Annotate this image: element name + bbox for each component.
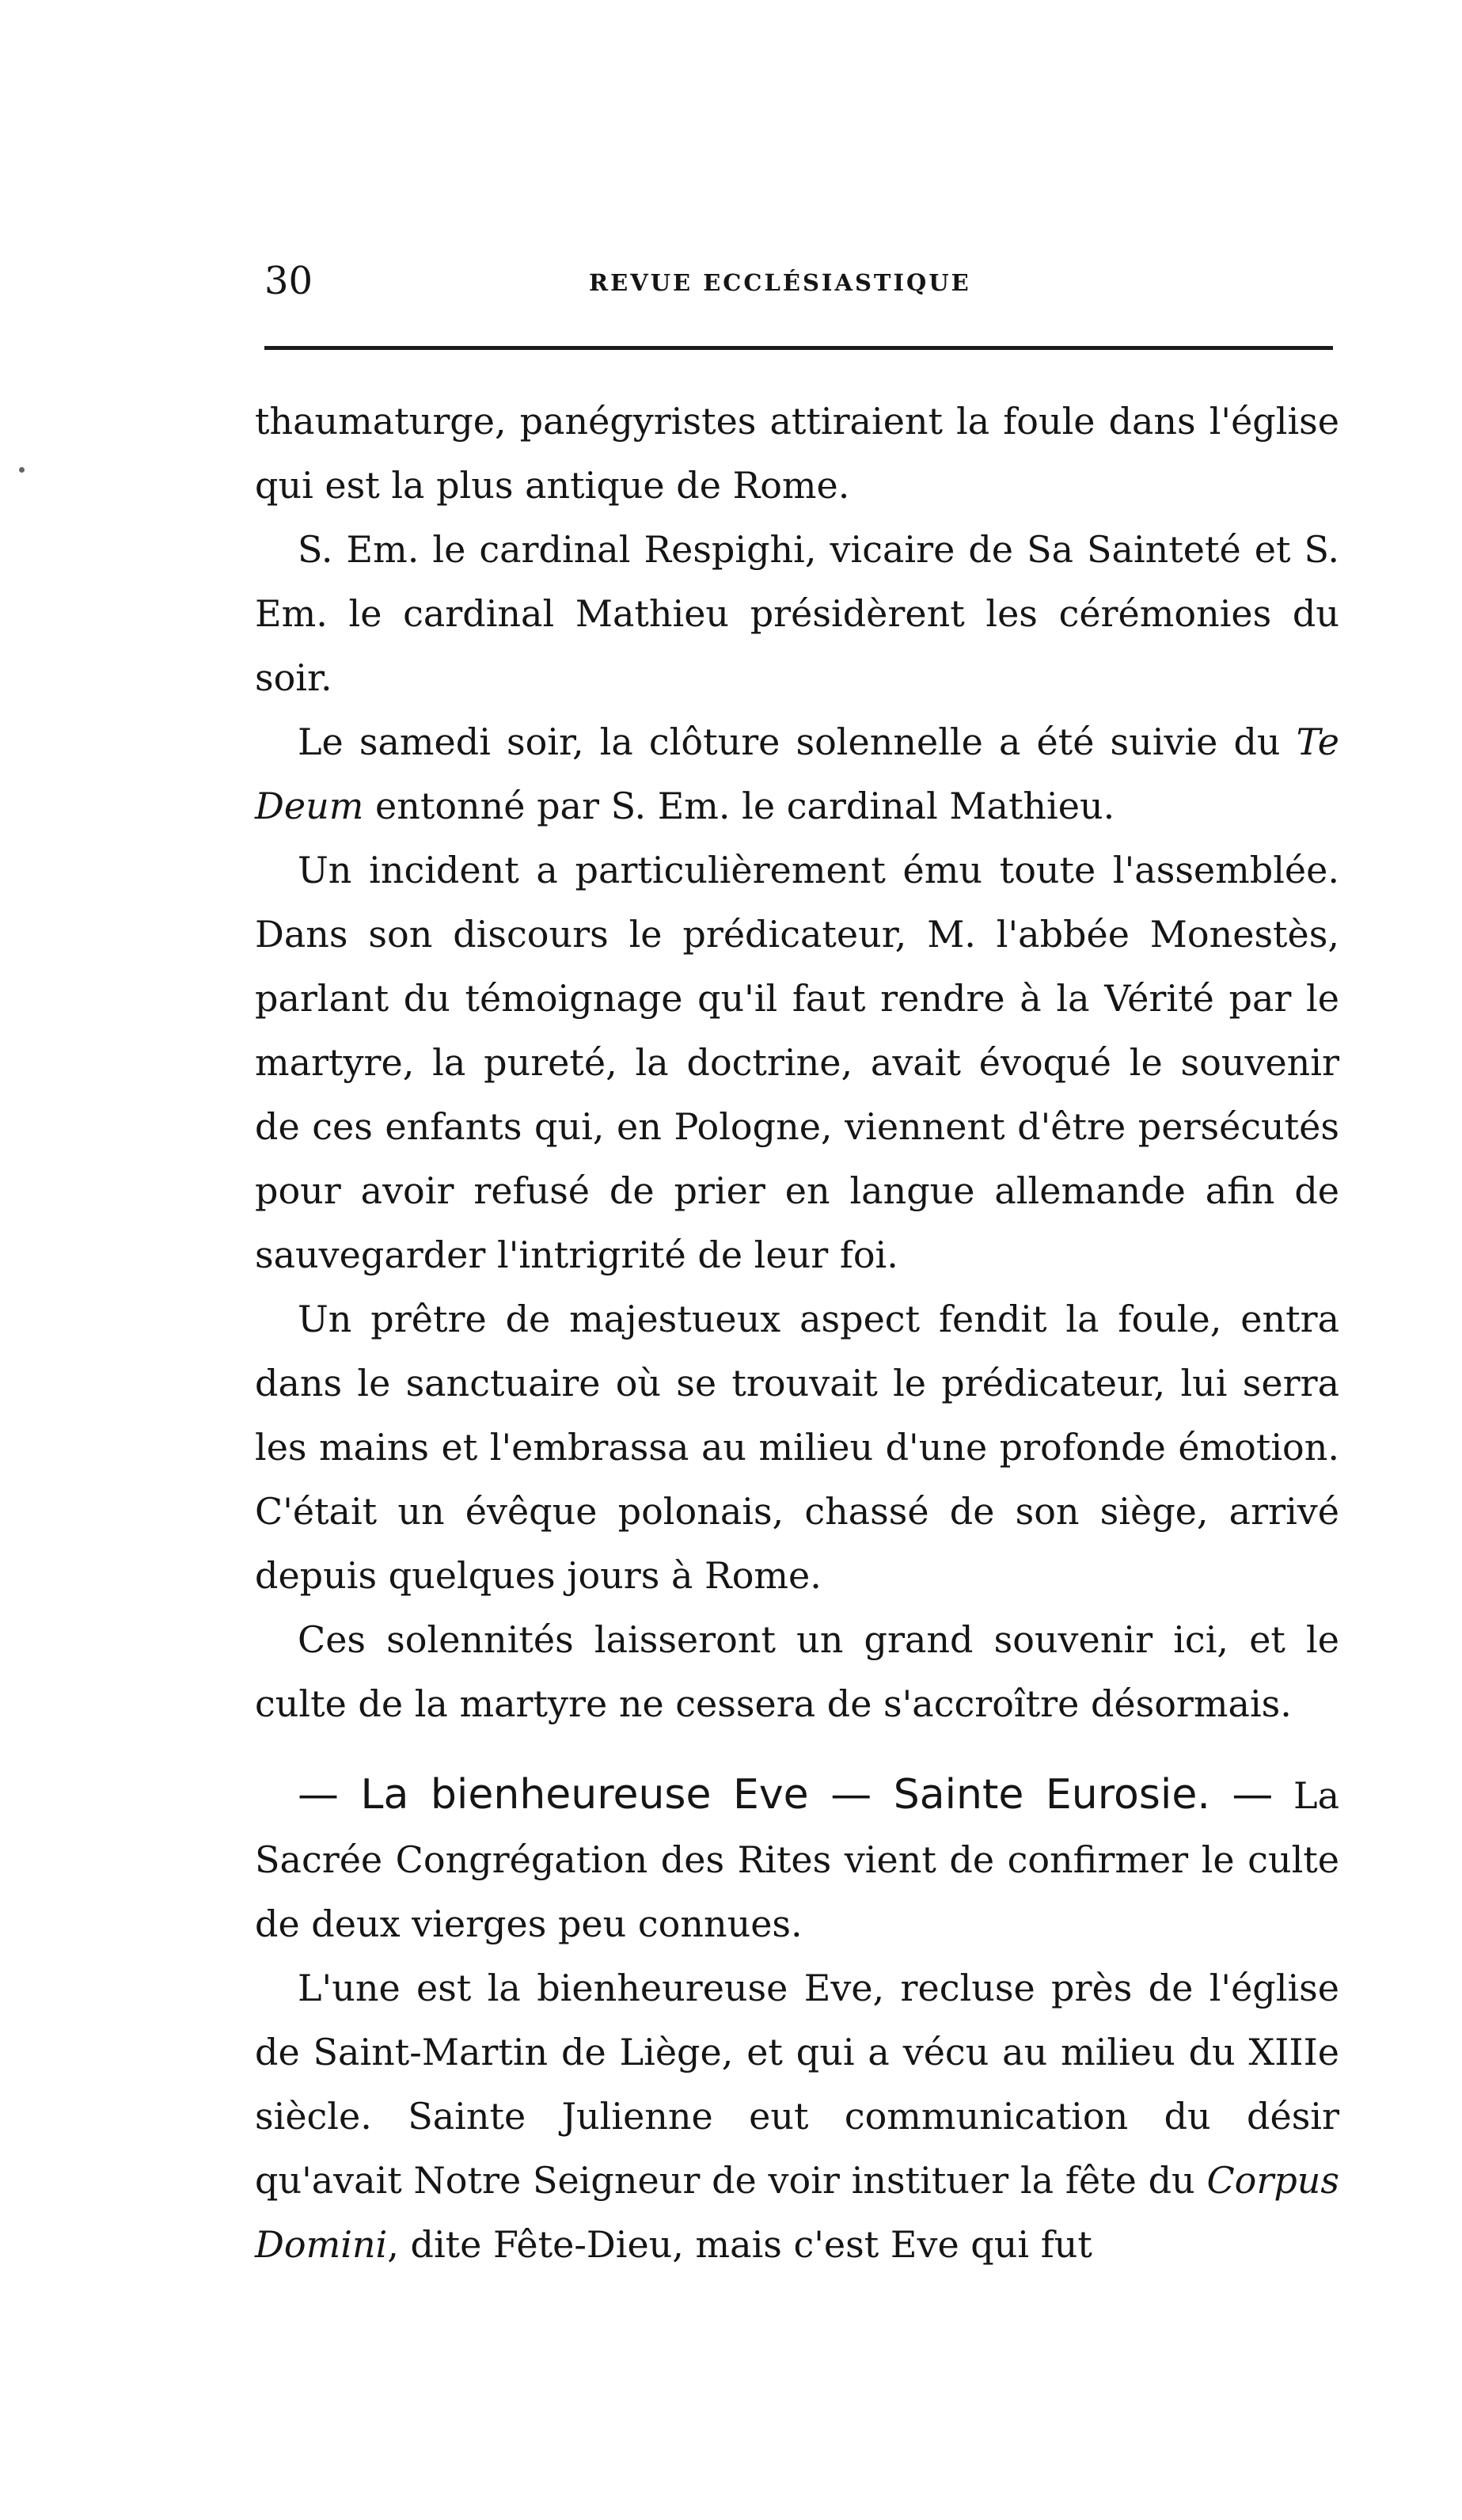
paragraph-2: S. Em. le cardinal Respighi, vicaire de Sa Sainteté et S. Em. le cardinal Mathieu présidèrent les cérémonies du soir.: [255, 528, 1339, 699]
paragraph-6: Ces solennités laisseront un grand souvenir ici, et le culte de la martyre ne cessera de s'accroître désormais.: [255, 1618, 1339, 1725]
paragraph-8-end: , dite Fête-Dieu, mais c'est Eve qui fut: [387, 2223, 1092, 2266]
page-number: 30: [264, 259, 313, 303]
paragraph-8: [255, 1956, 1339, 2277]
te-deum-italic: Te Deum: [255, 720, 1339, 827]
paragraph-3-start: Le samedi soir, la clôture solennelle a été suivie du: [298, 720, 1297, 763]
section-intro: La Sacrée Congrégation des Rites vient de confirmer le culte de deux vierges peu connues.: [255, 1774, 1340, 1945]
paragraph-5: Un prêtre de majestueux aspect fendit la foule, entra dans le sanctuaire où se trouvait le prédicateur, lui serra les mains et l'embrassa au milieu d'une profonde émotion. C'était un évêque polonais, chassé de son siège, arrivé depuis quelques jours à Rome.: [255, 1298, 1339, 1597]
section-heading: [255, 1763, 1339, 1956]
section-title: — La bienheureuse Eve — Sainte Eurosie. —: [298, 1771, 1274, 1819]
header-rule: [264, 346, 1333, 350]
paragraph-1: thaumaturge, panégyristes attiraient la foule dans l'église qui est la plus antique de Rome.: [255, 400, 1339, 507]
body-text: [255, 390, 1339, 2277]
paragraph-3-end: entonné par S. Em. le cardinal Mathieu.: [363, 785, 1115, 827]
corpus-domini-italic: Corpus Domini: [255, 2159, 1339, 2266]
paragraph-8-start: L'une est la bienheureuse Eve, recluse près de l'église de Saint-Martin de Liège, et qui a vécu au milieu du XIIIe siècle. Sainte Julienne eut communication du désir qu'avait Notre Seigneur de voir instituer la fête du: [255, 1967, 1339, 2202]
running-head: REVUE ECCLÉSIASTIQUE: [589, 269, 971, 296]
page-header: [264, 257, 1333, 305]
stray-mark: [19, 467, 25, 473]
paragraph-3: [255, 710, 1339, 838]
paragraph-4: Un incident a particulièrement ému toute l'assemblée. Dans son discours le prédicateur, M. l'abbée Monestès, parlant du témoignage qu'il faut rendre à la Vérité par le martyre, la pureté, la doctrine, avait évoqué le souvenir de ces enfants qui, en Pologne, viennent d'être persécutés pour avoir refusé de prier en langue allemande afin de sauvegarder l'intrigrité de leur foi.: [255, 849, 1339, 1276]
